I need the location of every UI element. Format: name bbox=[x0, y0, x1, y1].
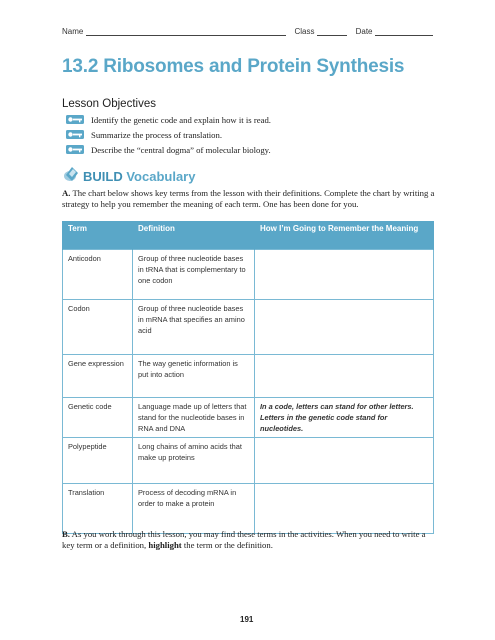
term-cell: Genetic code bbox=[63, 398, 133, 438]
objective-item bbox=[66, 142, 271, 157]
class-blank[interactable] bbox=[317, 27, 347, 36]
build-word: BUILD bbox=[83, 169, 123, 184]
part-b-highlight-word: highlight bbox=[148, 540, 182, 550]
definition-cell: Group of three nucleotide bases in mRNA that specifies an amino acid bbox=[133, 300, 255, 355]
objectives-list bbox=[66, 112, 271, 157]
part-a-instructions bbox=[62, 188, 437, 210]
table-row bbox=[63, 438, 434, 484]
table-header-row bbox=[63, 221, 434, 250]
part-b-text-after: the term or the definition. bbox=[183, 540, 273, 550]
key-icon bbox=[66, 115, 84, 124]
definition-cell: Long chains of amino acids that make up proteins bbox=[133, 438, 255, 484]
date-label: Date bbox=[355, 27, 373, 36]
name-label: Name bbox=[62, 27, 84, 36]
page-number: 191 bbox=[240, 615, 254, 624]
definition-cell: Language made up of letters that stand for the nucleotide bases in RNA and DNA bbox=[133, 398, 255, 438]
table-row bbox=[63, 355, 434, 398]
part-a-letter: A. bbox=[62, 188, 71, 198]
table-row bbox=[63, 484, 434, 534]
objective-text: Identify the genetic code and explain how it is read. bbox=[91, 114, 271, 125]
term-cell: Gene expression bbox=[63, 355, 133, 398]
term-cell: Polypeptide bbox=[63, 438, 133, 484]
definition-cell: Process of decoding mRNA in order to make a protein bbox=[133, 484, 255, 534]
date-blank[interactable] bbox=[375, 27, 433, 36]
objective-item bbox=[66, 127, 271, 142]
class-label: Class bbox=[294, 27, 315, 36]
table-row bbox=[63, 300, 434, 355]
column-header-memory: How I’m Going to Remember the Meaning bbox=[255, 221, 434, 250]
memory-cell[interactable] bbox=[255, 355, 434, 398]
definition-cell: The way genetic information is put into action bbox=[133, 355, 255, 398]
column-header-term: Term bbox=[63, 221, 133, 250]
part-b-text-before: As you work through this lesson, you may find these terms in the activities. When you need to write a key term or a definition, bbox=[62, 529, 426, 550]
objective-item bbox=[66, 112, 271, 127]
build-icon bbox=[63, 165, 81, 188]
key-icon bbox=[66, 130, 84, 139]
term-cell: Translation bbox=[63, 484, 133, 534]
memory-cell[interactable] bbox=[255, 484, 434, 534]
key-icon bbox=[66, 145, 84, 154]
definition-cell: Group of three nucleotide bases in tRNA that is complementary to one codon bbox=[133, 250, 255, 300]
vocabulary-table bbox=[62, 221, 434, 534]
objective-text: Describe the “central dogma” of molecular biology. bbox=[91, 144, 271, 155]
objective-text: Summarize the process of translation. bbox=[91, 129, 222, 140]
column-header-definition: Definition bbox=[133, 221, 255, 250]
lesson-objectives-heading: Lesson Objectives bbox=[62, 98, 156, 110]
page-title: 13.2 Ribosomes and Protein Synthesis bbox=[62, 56, 405, 77]
part-a-text: The chart below shows key terms from the lesson with their definitions. Complete the chart by writing a strategy to help you remember the meaning of each term. One has been done for you. bbox=[62, 188, 435, 209]
worksheet-header bbox=[62, 27, 433, 36]
table-row bbox=[63, 250, 434, 300]
table-row bbox=[63, 398, 434, 438]
part-b-letter: B. bbox=[62, 529, 70, 539]
vocabulary-word: Vocabulary bbox=[126, 169, 196, 184]
build-vocabulary-heading bbox=[63, 165, 195, 188]
memory-cell[interactable] bbox=[255, 300, 434, 355]
memory-cell[interactable] bbox=[255, 250, 434, 300]
name-blank[interactable] bbox=[86, 27, 286, 36]
part-b-instructions bbox=[62, 529, 437, 551]
term-cell: Codon bbox=[63, 300, 133, 355]
memory-cell[interactable]: In a code, letters can stand for other letters. Letters in the genetic code stand for nucleotides. bbox=[255, 398, 434, 438]
memory-cell[interactable] bbox=[255, 438, 434, 484]
term-cell: Anticodon bbox=[63, 250, 133, 300]
